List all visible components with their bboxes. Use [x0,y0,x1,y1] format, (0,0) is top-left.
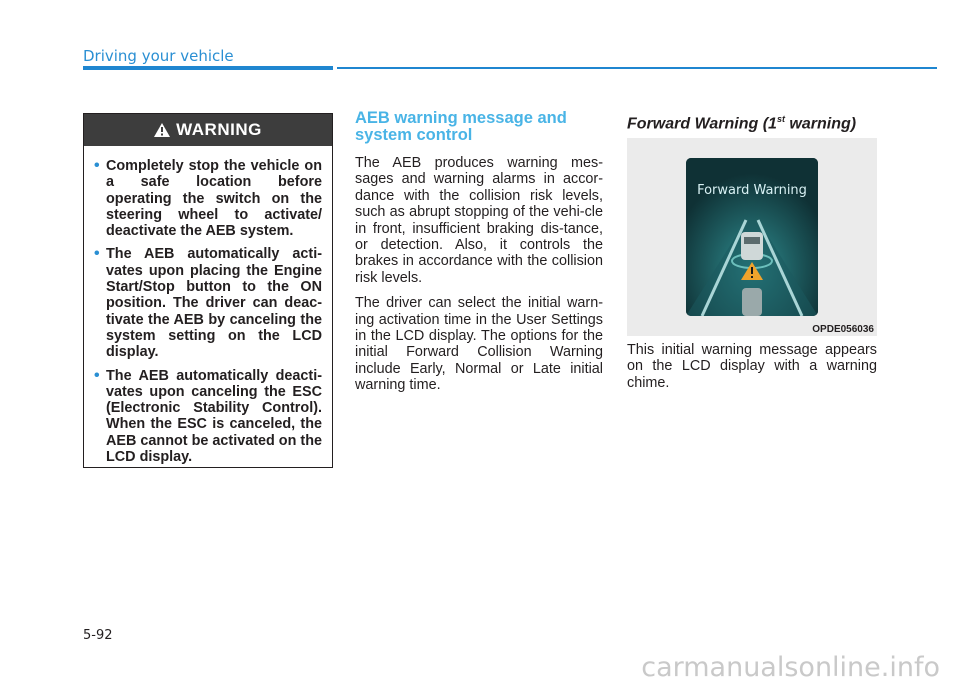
figure-code: OPDE056036 [812,324,874,335]
forward-warning-body: This initial warning message appears on the LCD display with a warning chime. [627,342,877,391]
warning-list [84,146,332,465]
aeb-paragraph: The AEB produces warning mes-sages and warning alarms in accor-dance with the collision risk levels, such as abrupt stopping of the vehi-cle in front, insufficient braking dis-tance, or detection. Also, it controls the brakes in accordance with the collision risk levels. [355,155,603,286]
forward-warning-section [627,110,877,133]
road-illustration [686,158,818,316]
header-rule [337,67,937,69]
warning-item: • Completely stop the vehicle on a safe location before operating the switch on the steering wheel to activate/ deactivate the AEB system. [94,158,322,239]
warning-title: WARNING [176,120,262,139]
aeb-paragraph: The driver can select the initial warn-ing activation time in the User Settings in the LCD display. The options for the initial Forward Collision Warning include Early, Normal or Late initial warning time. [355,295,603,394]
aeb-heading: AEB warning message and system control [355,109,567,144]
display-label: Forward Warning [697,183,807,198]
warning-box [83,113,333,468]
watermark: carmanualsonline.info [641,652,940,683]
header-rule-accent [83,66,333,70]
section-title: Driving your vehicle [83,47,234,65]
heading-prefix: Forward Warning (1 [627,115,777,133]
heading-suffix: warning) [784,115,857,133]
page-number: 5-92 [83,628,113,643]
warning-header [84,114,332,146]
lcd-display [686,158,818,316]
warning-item: • The AEB automatically acti-vates upon placing the Engine Start/Stop button to the ON position. The driver can deac-tivate the AEB by canceling the system setting on the LCD display. [94,246,322,360]
heading-sup: st [776,114,785,124]
warning-item: • The AEB automatically deacti-vates upon canceling the ESC (Electronic Stability Control). When the ESC is canceled, the AEB cannot be activated on the LCD display. [94,368,322,466]
warning-triangle-icon [154,123,170,137]
aeb-section [355,110,603,403]
lcd-figure [627,138,877,336]
forward-warning-heading [627,110,877,133]
